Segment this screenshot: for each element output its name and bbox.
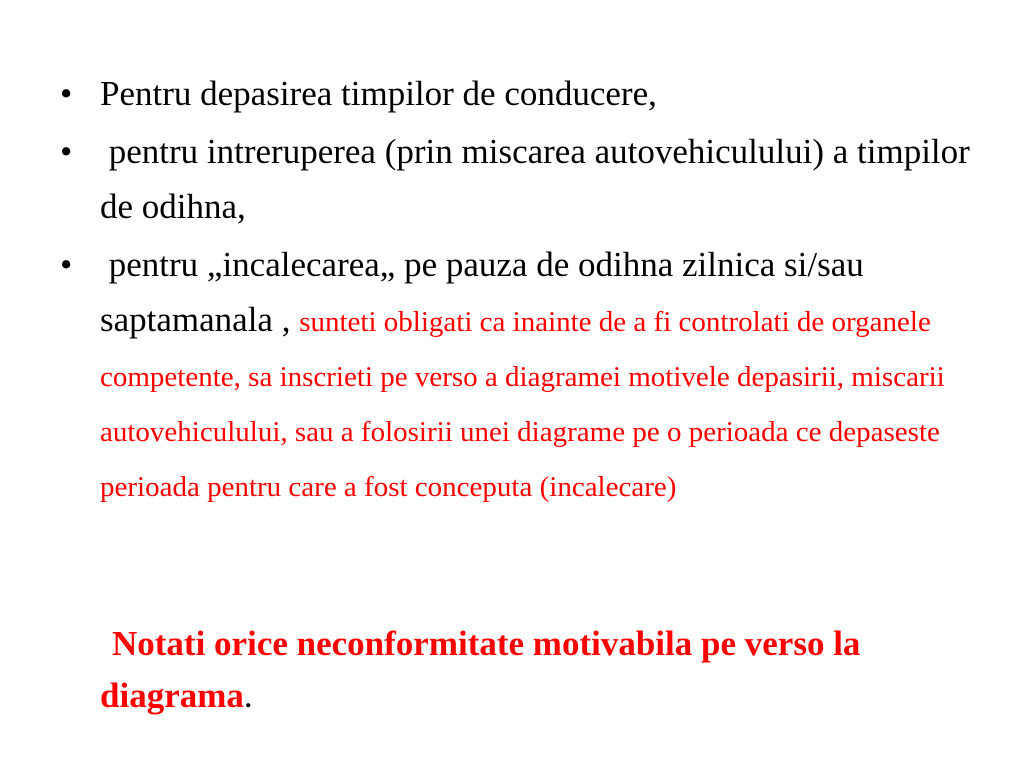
- obligation-text: sunteti obligati ca inainte de a fi controlati de organele competente, sa inscrieti pe verso a diagramei motivele depasirii, miscarii autovehiculului, sau a folosirii unei diagrame pe o perioada ce depaseste perioada pentru care a fost conceputa (incalecare): [100, 306, 945, 503]
- note-period: .: [243, 676, 253, 715]
- bullet-icon: •: [60, 245, 73, 284]
- bullet-text: pentru intreruperea (prin miscarea autovehiculului) a timpilor de odihna,: [100, 132, 979, 226]
- bullet-list: [56, 66, 979, 515]
- note-text: Notati orice neconformitate motivabila pe verso la diagrama: [100, 624, 861, 715]
- bullet-text: pentru „incalecarea„ pe pauza de odihna zilnica si/sau saptamanala ,: [100, 245, 873, 339]
- bullet-icon: •: [60, 74, 73, 113]
- bullet-item-conducere: [56, 66, 976, 121]
- note-paragraph: [100, 618, 960, 722]
- bullet-text: Pentru depasirea timpilor de conducere,: [100, 74, 657, 113]
- bullet-icon: •: [60, 132, 73, 171]
- bullet-item-intrerupere: [56, 124, 979, 234]
- bullet-item-incalecare: [56, 237, 976, 512]
